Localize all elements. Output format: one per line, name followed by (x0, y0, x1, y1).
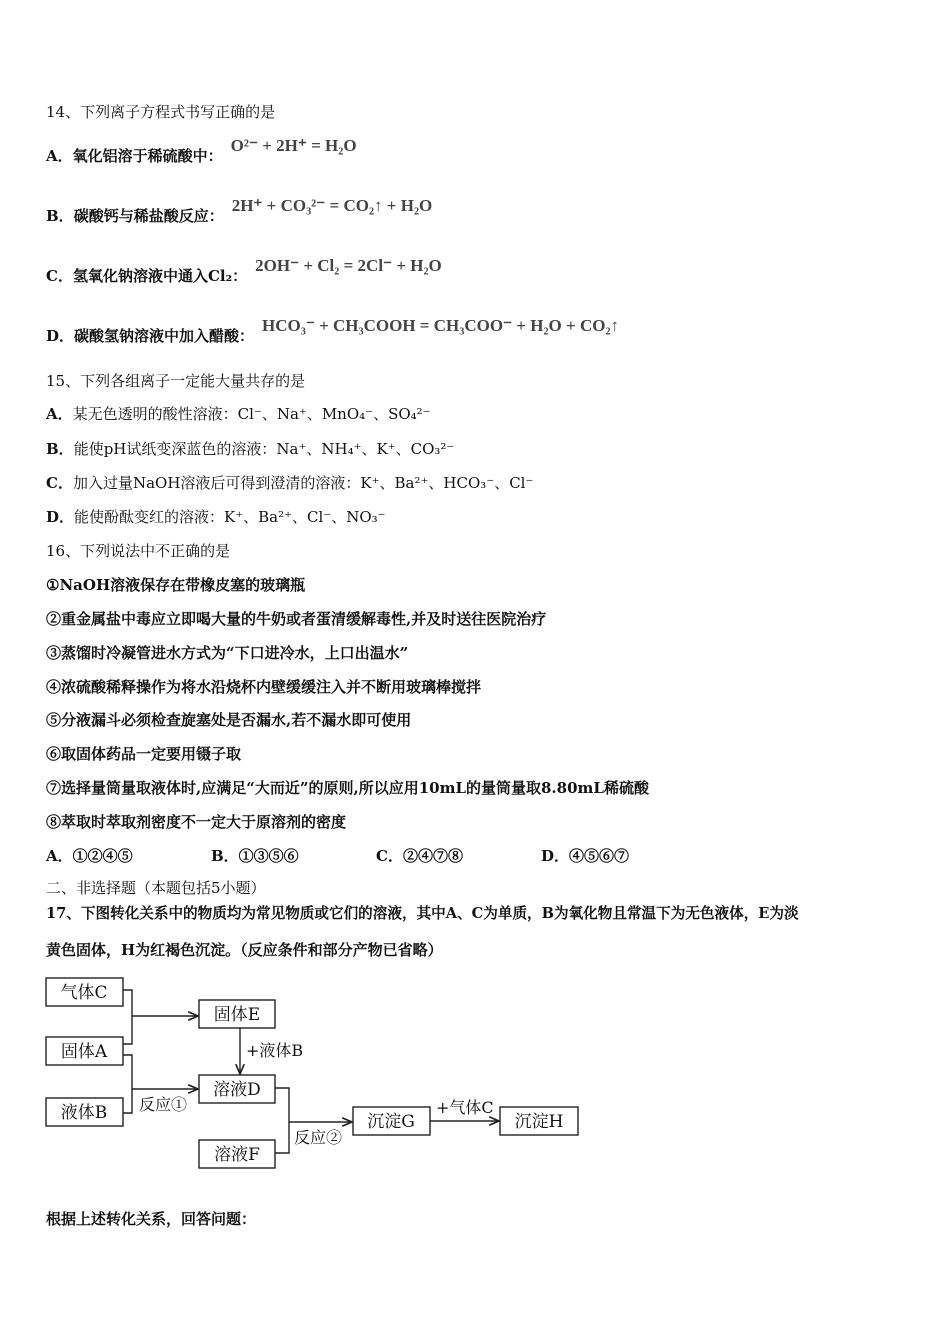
q15-title: 15、下列各组离子一定能大量共存的是 (46, 372, 306, 390)
option-text: 能使pH试纸变深蓝色的溶液：Na⁺、NH₄⁺、K⁺、CO₃²⁻ (73, 440, 455, 458)
option-label: A． (46, 405, 73, 423)
equation: 2OH⁻ + Cl₂ = 2Cl⁻ + H₂O (255, 256, 442, 275)
option-label: A． (46, 147, 73, 165)
connector-line (123, 990, 132, 1044)
option-text: 碳酸钙与稀盐酸反应： (73, 207, 224, 225)
q16-item: ②重金属盐中毒应立即喝大量的牛奶或者蛋清缓解毒性,并及时送往医院治疗 (46, 610, 547, 628)
option-text: 氢氧化钠溶液中通入Cl₂： (72, 267, 248, 285)
equation: O²⁻ + 2H⁺ = H₂O (230, 136, 357, 155)
answer-d: D．④⑤⑥⑦ (541, 847, 630, 865)
q16-item: ⑦选择量筒量取液体时,应满足“大而近”的原则,所以应用10mL的量筒量取8.80mL稀硫酸 (46, 779, 649, 797)
option-text: 碳酸氢钠溶液中加入醋酸： (74, 327, 255, 345)
q17-text-line2: 黄色固体，H为红褐色沉淀。（反应条件和部分产物已省略） (46, 941, 443, 959)
label-add-liquid-b: +液体B (246, 1041, 304, 1060)
answer-c: C．②④⑦⑧ (376, 847, 463, 865)
equation: HCO₃⁻ + CH₃COOH = CH₃COO⁻ + H₂O + CO₂↑ (262, 316, 620, 335)
label-solution-d: 溶液D (213, 1080, 261, 1100)
option-label: C． (46, 267, 73, 285)
q16-item: ⑧萃取时萃取剂密度不一定大于原溶剂的密度 (46, 813, 347, 831)
label-reaction-2: 反应② (294, 1128, 343, 1147)
q16-item: ①NaOH溶液保存在带橡皮塞的玻璃瓶 (46, 576, 306, 594)
q14-title: 14、下列离子方程式书写正确的是 (46, 103, 276, 121)
label-precipitate-h: 沉淀H (514, 1112, 564, 1132)
answer-b: B．①③⑤⑥ (211, 847, 299, 865)
option-label: D． (46, 327, 75, 345)
q16-item: ③蒸馏时冷凝管进水方式为“下口进冷水，上口出温水” (46, 644, 409, 662)
q16-item: ⑤分液漏斗必须检查旋塞处是否漏水,若不漏水即可使用 (46, 711, 412, 729)
option-text: 氧化铝溶于稀硫酸中： (72, 147, 223, 165)
option-label: B． (46, 207, 74, 225)
q16-item: ⑥取固体药品一定要用镊子取 (46, 745, 242, 763)
option-text: 能使酚酞变红的溶液：K⁺、Ba²⁺、Cl⁻、NO₃⁻ (74, 508, 386, 526)
option-label: B． (46, 440, 74, 458)
label-add-gas-c: +气体C (436, 1098, 494, 1117)
label-solution-f: 溶液F (214, 1145, 260, 1165)
q16-title: 16、下列说法中不正确的是 (46, 542, 231, 560)
option-label: C． (46, 474, 73, 492)
option-label: D． (46, 508, 75, 526)
label-solid-a: 固体A (60, 1042, 108, 1062)
equation: 2H⁺ + CO₃²⁻ = CO₂↑ + H₂O (231, 196, 433, 215)
option-text: 加入过量NaOH溶液后可得到澄清的溶液：K⁺、Ba²⁺、HCO₃⁻、Cl⁻ (72, 474, 534, 492)
connector-line (123, 1055, 132, 1113)
connector-line (275, 1088, 289, 1153)
label-solid-e: 固体E (213, 1005, 261, 1025)
label-reaction-1: 反应① (139, 1095, 188, 1114)
q17-text-line1: 17、下图转化关系中的物质均为常见物质或它们的溶液，其中A、C为单质，B为氧化物且常温下为无色液体，E为淡 (46, 905, 799, 922)
label-precipitate-g: 沉淀G (367, 1112, 415, 1132)
option-text: 某无色透明的酸性溶液：Cl⁻、Na⁺、MnO₄⁻、SO₄²⁻ (72, 405, 431, 423)
label-liquid-b: 液体B (60, 1103, 108, 1123)
answer-a: A．①②④⑤ (46, 847, 133, 865)
q17-prompt: 根据上述转化关系，回答问题： (46, 1210, 257, 1228)
label-gas-c: 气体C (60, 983, 108, 1003)
q16-item: ④浓硫酸稀释操作为将水沿烧杯内壁缓缓注入并不断用玻璃棒搅拌 (46, 678, 482, 696)
section-heading: 二、非选择题（本题包括5小题） (46, 879, 266, 897)
